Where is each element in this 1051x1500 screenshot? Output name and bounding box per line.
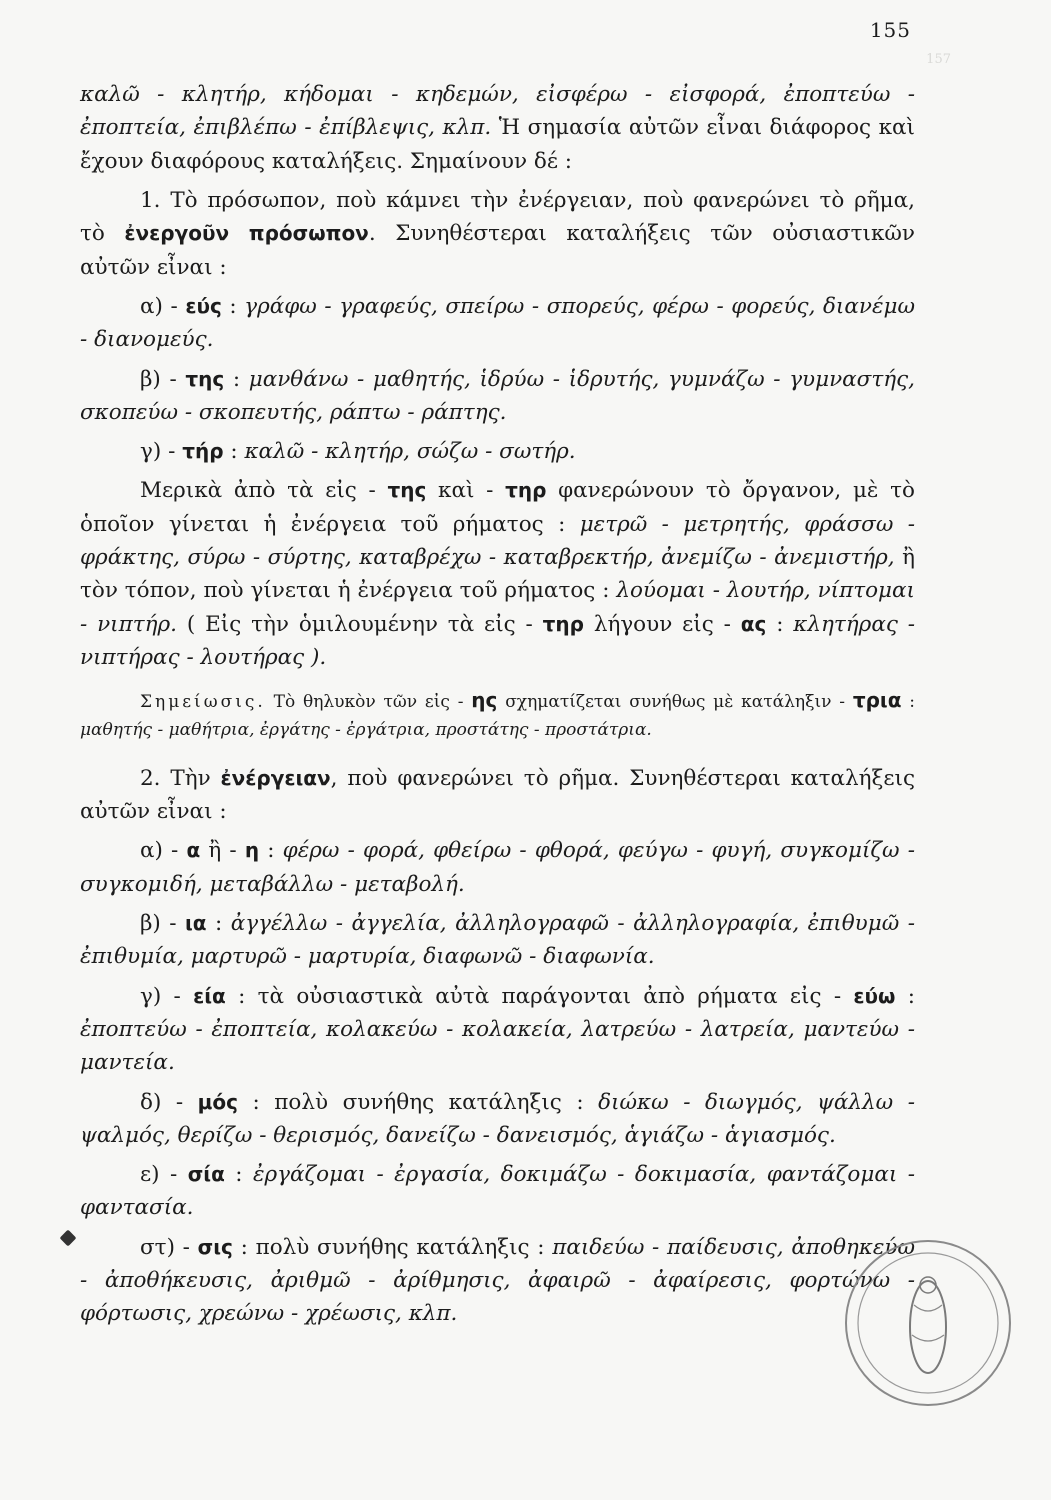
suffix: της [185, 366, 225, 391]
section-2-term: ἐνέργειαν [220, 765, 331, 790]
examples: μετρῶ - μετρητής, φράσσω - φράκτης, σύρω - σύρτης, καταβρέχω - καταβρεκτήρ, ἀνεμίζω - ἀνεμιστήρ, [80, 511, 915, 571]
page-number: 155 [869, 18, 911, 42]
intro-examples: καλῶ - κλητήρ, κήδομαι - κηδεμών, εἰσφέρω - εἰσφορά, ἐποπτεύω - ἐποπτεία, ἐπιβλέπω - ἐπίβλεψις, κλπ. [80, 82, 915, 141]
text: ἢ - [208, 838, 237, 864]
section-1-term: ἐνεργοῦν πρόσωπον [124, 221, 369, 246]
text: Τὸ θηλυκὸν τῶν εἰς - [273, 692, 464, 713]
suffix: της [387, 478, 427, 503]
examples: διώκω - διωγμός, ψάλλω - ψαλμός, θερίζω - θερισμός, δανείζω - δανεισμός, ἁγιάζω - ἁγιασμός. [80, 1089, 915, 1148]
library-stamp-icon [840, 1235, 1015, 1410]
text: ἢ τὸν τόπον, ποὺ γίνεται ἡ ἐνέργεια τοῦ ρήματος : [80, 545, 915, 604]
intro-text: Ἡ σημασία αὐτῶν εἶναι διάφορος καὶ ἔχουν διαφόρους καταλήξεις. Σημαίνουν δέ : [80, 115, 915, 174]
paragraph-2d [80, 1086, 915, 1153]
paragraph-2b [80, 907, 915, 974]
examples: παιδεύω - παίδευσις, ἀποθηκεύω - ἀποθήκευσις, ἀριθμῶ - ἀρίθμησις, ἀφαιρῶ - ἀφαίρεσις, φορτώνω - φόρτωσις, χρεώνω - χρέωσις, κλπ. [80, 1234, 916, 1327]
item-label: β) - [140, 366, 177, 392]
colon: : [267, 838, 275, 864]
examples: γράφω - γραφεύς, σπείρω - σπορεύς, φέρω - φορεύς, διανέμω - διανομεύς. [80, 293, 915, 353]
suffix: ια [185, 910, 207, 935]
suffix: εία [193, 983, 226, 1008]
note-heading: Σημείωσις. [140, 692, 266, 713]
text: Μερικὰ ἀπὸ τὰ εἰς - [140, 478, 376, 504]
item-label: ε) - [140, 1162, 178, 1188]
paragraph-1a [80, 290, 915, 357]
suffix: σία [187, 1162, 225, 1187]
suffix: ας [740, 611, 767, 636]
colon: : [907, 983, 915, 1009]
item-label: στ) - [140, 1234, 190, 1260]
paragraph-2c [80, 980, 915, 1080]
examples: φέρω - φορά, φθείρω - φθορά, φεύγω - φυγή, συγκομίζω - συγκομιδή, μεταβάλλω - μεταβολή. [80, 838, 915, 897]
paragraph-intro [80, 78, 915, 178]
colon: : [252, 1089, 260, 1115]
paragraph-instrument [80, 474, 915, 674]
paragraph-1b [80, 363, 915, 430]
paragraph-section-1 [80, 184, 915, 284]
suffix: εύς [185, 293, 222, 318]
bleed-through-page-number: 157 [926, 52, 951, 67]
suffix: τήρ [182, 439, 224, 464]
colon: : [229, 293, 237, 319]
suffix: τηρ [542, 611, 584, 636]
suffix: η [244, 838, 260, 863]
section-1-text: 1. Τὸ πρόσωπον, ποὺ κάμνει τὴν ἐνέργειαν, ποὺ φανερώνει τὸ ρῆμα, τὸ [80, 187, 915, 247]
section-2-text: 2. Τὴν [140, 765, 211, 791]
suffix: μός [197, 1089, 238, 1114]
section-1-text-cont: . Συνηθέστεραι καταλήξεις τῶν οὐσιαστικῶν αὐτῶν εἶναι : [80, 221, 915, 280]
page-body [80, 78, 915, 1337]
examples: καλῶ - κλητήρ, σώζω - σωτήρ. [244, 439, 576, 465]
item-label: β) - [140, 910, 177, 936]
paragraph-section-2 [80, 762, 915, 829]
suffix: α [186, 838, 201, 863]
item-label: α) - [140, 293, 178, 319]
suffix: τηρ [505, 478, 547, 503]
examples: μανθάνω - μαθητής, ἱδρύω - ἱδρυτής, γυμνάζω - γυμναστής, σκοπεύω - σκοπευτής, ράπτω - ράπτης. [80, 366, 916, 425]
text: φανερώνουν τὸ ὄργανον, μὲ τὸ ὁποῖον γίνεται ἡ ἐνέργεια τοῦ ρήματος : [80, 478, 915, 537]
text: λήγουν εἰς - [593, 611, 731, 637]
ink-mark [60, 1230, 77, 1247]
examples: ἐργάζομαι - ἐργασία, δοκιμάζω - δοκιμασία, φαντάζομαι - φαντασία. [80, 1162, 915, 1221]
item-label: δ) - [140, 1089, 184, 1115]
examples: μαθητής - μαθήτρια, ἐργάτης - ἐργάτρια, προστάτης - προστάτρια. [80, 719, 652, 740]
colon: : [235, 1162, 243, 1188]
text: σχηματίζεται συνήθως μὲ κατάληξιν - [505, 692, 846, 713]
section-2-text-cont: , ποὺ φανερώνει τὸ ρῆμα. Συνηθέστεραι καταλήξεις αὐτῶν εἶναι : [80, 765, 915, 824]
paragraph-2e [80, 1158, 915, 1225]
colon: : [909, 692, 915, 713]
colon: : [240, 1234, 248, 1260]
colon: : [230, 439, 238, 465]
suffix: σις [197, 1234, 233, 1259]
item-label: γ) - [140, 439, 176, 465]
examples: κλητήρας - νιπτήρας - λουτήρας ). [80, 611, 915, 670]
colon: : [776, 611, 784, 637]
suffix: ης [471, 688, 498, 713]
text: καὶ - [438, 478, 494, 504]
colon: : [238, 983, 246, 1009]
item-label: α) - [140, 838, 179, 864]
text: πολὺ συνήθης κατάληξις : [274, 1089, 584, 1115]
examples: ἀγγέλλω - ἀγγελία, ἀλληλογραφῶ - ἀλληλογραφία, ἐπιθυμῶ - ἐπιθυμία, μαρτυρῶ - μαρτυρία, διαφωνῶ - διαφωνία. [80, 910, 915, 970]
text: ( Εἰς τὴν ὁμιλουμένην τὰ εἰς - [186, 611, 533, 637]
item-label: γ) - [140, 983, 181, 1009]
text: πολὺ συνήθης κατάληξις : [255, 1234, 545, 1260]
examples: λούομαι - λουτήρ, νίπτομαι - νιπτήρ. [80, 578, 915, 637]
colon: : [232, 366, 241, 392]
paragraph-1c [80, 435, 915, 468]
examples: ἐποπτεύω - ἐποπτεία, κολακεύω - κολακεία, λατρεύω - λατρεία, μαντεύω - μαντεία. [80, 1016, 915, 1076]
colon: : [215, 910, 223, 936]
paragraph-2a [80, 834, 915, 901]
text: τὰ οὐσιαστικὰ αὐτὰ παράγονται ἀπὸ ρήματα εἰς - [257, 983, 842, 1009]
suffix: εύω [853, 983, 896, 1008]
paragraph-note [80, 684, 915, 743]
paragraph-2f [80, 1231, 915, 1331]
suffix: τρια [852, 688, 902, 713]
